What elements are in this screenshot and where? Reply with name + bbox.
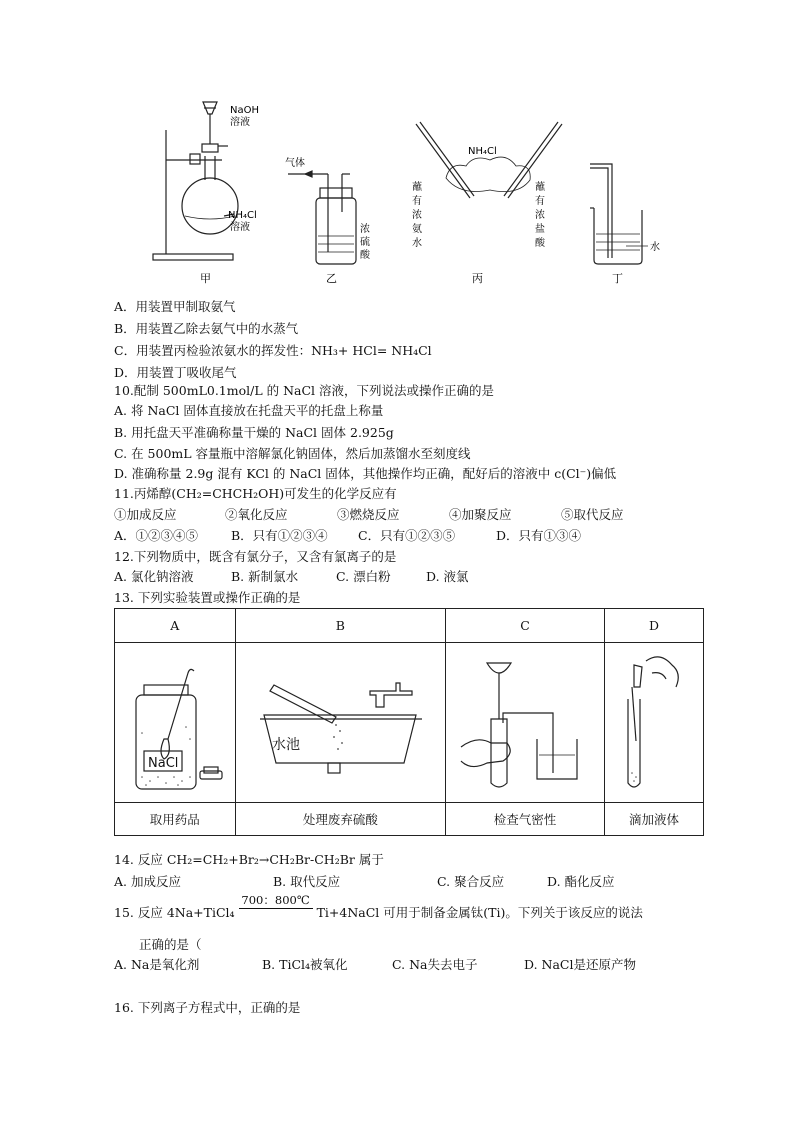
- q11-reaction-4: ④加聚反应: [449, 507, 512, 522]
- q13-header-c: C: [446, 609, 605, 643]
- bing-right-2: 有: [535, 196, 545, 207]
- q13-header-a: A: [115, 609, 236, 643]
- bing-center-label: NH₄Cl: [468, 146, 497, 157]
- apparatus-figure: [150, 88, 680, 288]
- q10-option-d: D. 准确称量 2.9g 混有 KCl 的 NaCl 固体，其他操作均正确，配好后的溶液中 c(Cl⁻)偏低: [114, 466, 617, 481]
- q13-illustration-c: [446, 643, 605, 803]
- q13-illustration-a: [115, 643, 236, 803]
- q11-option-d: D．只有①③④: [496, 528, 582, 543]
- q11-option-c: C．只有①②③⑤: [358, 528, 456, 543]
- bing-left-4: 氨: [412, 224, 422, 235]
- jia-flask-label2: 溶液: [230, 222, 250, 233]
- q13-stem: 13. 下列实验装置或操作正确的是: [114, 590, 301, 605]
- q13-illustration-d: [605, 643, 704, 803]
- q14-stem: 14. 反应 CH₂=CH₂+Br₂→CH₂Br-CH₂Br 属于: [114, 852, 384, 867]
- q11-reaction-3: ③燃烧反应: [337, 507, 400, 522]
- q15-option-d: D. NaCl是还原产物: [524, 957, 636, 972]
- q14-option-c: C. 聚合反应: [437, 874, 505, 889]
- q9-option-a: A．用装置甲制取氨气: [114, 299, 236, 314]
- q15-stem-prefix: 15. 反应 4Na+TiCl₄: [114, 905, 235, 920]
- q13-table: [114, 608, 704, 836]
- jia-top-label: NaOH: [230, 105, 259, 116]
- q13-sink-label: 水池: [272, 737, 301, 753]
- q15-condition-wrap: [235, 893, 317, 922]
- q11-option-b: B．只有①②③④: [231, 528, 328, 543]
- bing-right-5: 酸: [535, 238, 545, 249]
- q15-option-b: B. TiCl₄被氧化: [262, 957, 348, 972]
- bing-left-1: 蘸: [412, 182, 422, 193]
- q10-option-c: C. 在 500mL 容量瓶中溶解氯化钠固体，然后加蒸馏水至刻度线: [114, 446, 471, 461]
- q9-option-c: C．用装置丙检验浓氨水的挥发性：NH₃+ HCl= NH₄Cl: [114, 343, 432, 358]
- ding-water-label: 水: [650, 242, 660, 253]
- q12-stem: 12.下列物质中，既含有氯分子，又含有氯离子的是: [114, 549, 397, 564]
- apparatus-jia: [153, 102, 238, 260]
- bing-caption: 丙: [472, 272, 483, 285]
- q13-label-b: 处理废弃硫酸: [235, 803, 446, 836]
- q11-reaction-5: ⑤取代反应: [561, 507, 624, 522]
- q14-option-a: A. 加成反应: [114, 874, 181, 889]
- q14-option-d: D. 酯化反应: [547, 874, 615, 889]
- yi-acid-3: 酸: [360, 250, 370, 261]
- q15-arrow-line: [239, 908, 313, 909]
- q13-nacl-label: NaCl: [147, 756, 179, 771]
- bing-left-2: 有: [412, 196, 422, 207]
- jia-top-label2: 溶液: [230, 117, 250, 128]
- jia-caption: 甲: [200, 272, 211, 285]
- q13-label-d: 滴加液体: [605, 803, 704, 836]
- yi-acid-1: 浓: [360, 224, 370, 235]
- q13-header-d: D: [605, 609, 704, 643]
- q12-option-a: A. 氯化钠溶液: [114, 569, 194, 584]
- q11-reaction-2: ②氧化反应: [225, 507, 288, 522]
- q15-stem-line2: 正确的是（: [139, 937, 202, 952]
- q16-stem: 16. 下列离子方程式中，正确的是: [114, 1000, 301, 1015]
- yi-gas-label: 气体: [285, 158, 305, 169]
- q14-option-b: B. 取代反应: [273, 874, 341, 889]
- q10-stem: 10.配制 500mL0.1mol/L 的 NaCl 溶液，下列说法或操作正确的是: [114, 383, 495, 398]
- q9-option-b: B．用装置乙除去氨气中的水蒸气: [114, 321, 299, 336]
- q11-option-a: A．①②③④⑤: [114, 528, 199, 543]
- bing-right-1: 蘸: [535, 182, 545, 193]
- q10-option-a: A. 将 NaCl 固体直接放在托盘天平的托盘上称量: [114, 403, 384, 418]
- q11-stem: 11.丙烯醇(CH₂=CHCH₂OH)可发生的化学反应有: [114, 486, 397, 501]
- q15-stem-suffix: Ti+4NaCl 可用于制备金属钛(Ti)。下列关于该反应的说法: [316, 905, 643, 920]
- apparatus-yi: [288, 171, 356, 264]
- q12-option-b: B. 新制氯水: [231, 569, 299, 584]
- apparatus-ding: [590, 164, 648, 264]
- yi-caption: 乙: [326, 272, 337, 285]
- q15-option-c: C. Na失去电子: [392, 957, 478, 972]
- q15-condition: 700：800℃: [241, 893, 310, 907]
- bing-left-3: 浓: [412, 210, 422, 221]
- q15-stem: [114, 893, 643, 922]
- q13-illustration-b: [235, 643, 446, 803]
- q15-option-a: A. Na是氧化剂: [114, 957, 200, 972]
- yi-acid-2: 硫: [360, 237, 370, 248]
- q9-option-d: D．用装置丁吸收尾气: [114, 365, 237, 380]
- q13-header-b: B: [235, 609, 446, 643]
- q12-option-c: C. 漂白粉: [336, 569, 391, 584]
- ding-caption: 丁: [612, 272, 623, 285]
- q13-label-c: 检查气密性: [446, 803, 605, 836]
- q10-option-b: B. 用托盘天平准确称量干燥的 NaCl 固体 2.925g: [114, 425, 394, 440]
- q13-label-a: 取用药品: [115, 803, 236, 836]
- q12-option-d: D. 液氯: [426, 569, 469, 584]
- jia-flask-label: NH₄Cl: [228, 210, 257, 221]
- q11-reaction-1: ①加成反应: [114, 507, 177, 522]
- bing-right-3: 浓: [535, 210, 545, 221]
- bing-left-5: 水: [412, 238, 422, 249]
- bing-right-4: 盐: [535, 224, 545, 235]
